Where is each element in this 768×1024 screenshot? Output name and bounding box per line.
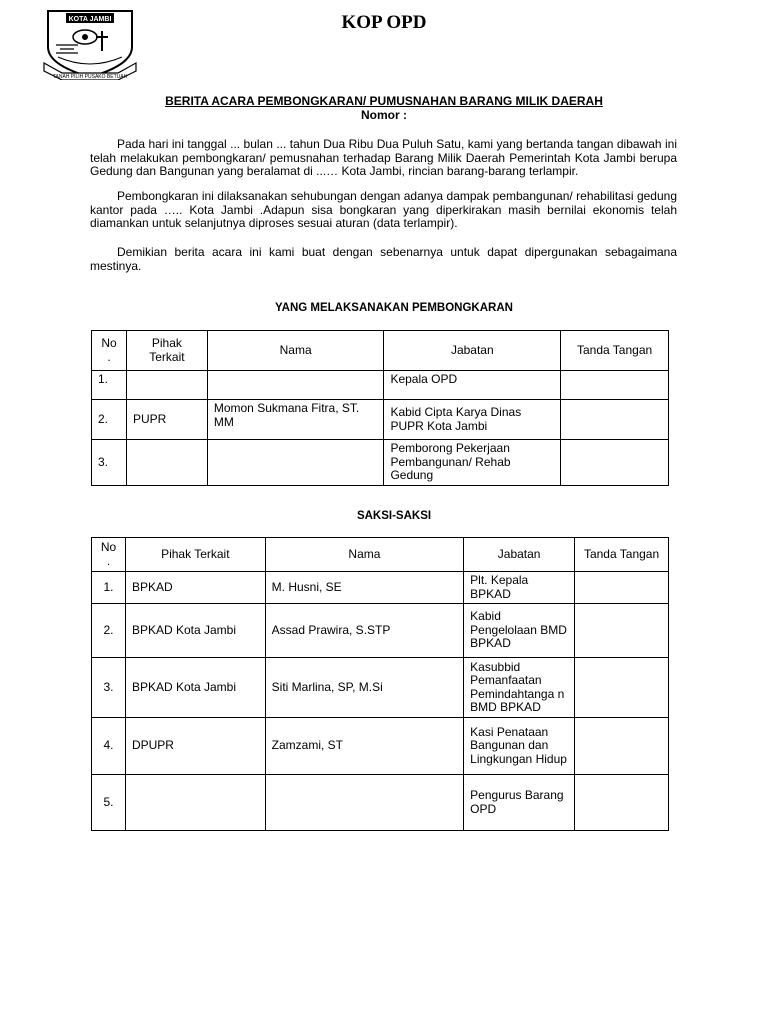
signature-cell xyxy=(575,718,669,775)
cell-no: 3. xyxy=(92,440,127,486)
paragraph-2 xyxy=(90,190,677,231)
header-jabatan: Jabatan xyxy=(384,331,561,371)
table-row xyxy=(92,775,669,831)
table-row xyxy=(92,400,669,440)
document-nomor: Nomor : xyxy=(361,108,407,122)
header-nama: Nama xyxy=(265,538,464,572)
cell-pihak: BPKAD Kota Jambi xyxy=(125,604,265,658)
cell-jabatan: Plt. Kepala BPKAD xyxy=(464,572,575,604)
header-tanda-tangan: Tanda Tangan xyxy=(561,331,669,371)
table-row xyxy=(92,572,669,604)
cell-pihak xyxy=(126,440,207,486)
table-header-row xyxy=(92,331,669,371)
kop-opd-heading: KOP OPD xyxy=(341,12,427,33)
paragraph-3 xyxy=(90,246,677,273)
cell-no: 2. xyxy=(92,604,126,658)
header-no: No . xyxy=(92,331,127,371)
cell-nama: Momon Sukmana Fitra, ST. MM xyxy=(207,400,384,440)
cell-pihak: PUPR xyxy=(126,400,207,440)
pelaksana-table xyxy=(91,330,669,486)
table-row xyxy=(92,371,669,400)
header-tanda-tangan: Tanda Tangan xyxy=(575,538,669,572)
cell-nama: M. Husni, SE xyxy=(265,572,464,604)
cell-jabatan: Pemborong Pekerjaan Pembangunan/ Rehab Gedung xyxy=(384,440,561,486)
cell-no: 4. xyxy=(92,718,126,775)
cell-no: 1. xyxy=(92,572,126,604)
signature-cell xyxy=(561,440,669,486)
signature-cell xyxy=(561,400,669,440)
paragraph-1-text: Pada hari ini tanggal ... bulan ... tahun Dua Ribu Dua Puluh Satu, kami yang bertanda tangan dibawah ini telah melakukan pembongkaran/ pemusnahan terhadap Barang Milik Daerah Pemerintah Kota Jambi berupa Gedung dan Bangunan yang beralamat di ...… Kota Jambi, rincian barang-barang terlampir. xyxy=(90,137,677,179)
saksi-table xyxy=(91,537,669,831)
cell-jabatan: Kepala OPD xyxy=(384,371,561,400)
paragraph-3-text: Demikian berita acara ini kami buat dengan sebenarnya untuk dapat dipergunakan sebagaimana mestinya. xyxy=(90,245,677,273)
signature-cell xyxy=(575,572,669,604)
signature-cell xyxy=(561,371,669,400)
cell-no: 2. xyxy=(92,400,127,440)
cell-pihak: BPKAD Kota Jambi xyxy=(125,658,265,718)
table-row xyxy=(92,718,669,775)
cell-no: 1. xyxy=(92,371,127,400)
logo-motto-text: TANAH PILIH PUSAKO BETUAH xyxy=(52,74,128,80)
signature-cell xyxy=(575,604,669,658)
paragraph-1 xyxy=(90,138,677,179)
document-title: BERITA ACARA PEMBONGKARAN/ PUMUSNAHAN BARANG MILIK DAERAH xyxy=(165,94,603,108)
signature-cell xyxy=(575,658,669,718)
cell-nama: Zamzami, ST xyxy=(265,718,464,775)
table-row xyxy=(92,604,669,658)
section-pelaksana-heading: YANG MELAKSANAKAN PEMBONGKARAN xyxy=(275,302,513,314)
cell-nama xyxy=(265,775,464,831)
cell-jabatan: Kasi Penataan Bangunan dan Lingkungan Hidup xyxy=(464,718,575,775)
table-row xyxy=(92,440,669,486)
cell-pihak: BPKAD xyxy=(125,572,265,604)
cell-pihak xyxy=(126,371,207,400)
cell-no: 3. xyxy=(92,658,126,718)
section-saksi-heading: SAKSI-SAKSI xyxy=(356,510,432,522)
cell-pihak xyxy=(125,775,265,831)
cell-nama xyxy=(207,440,384,486)
header-nama: Nama xyxy=(207,331,384,371)
cell-nama xyxy=(207,371,384,400)
logo-ribbon-text: KOTA JAMBI xyxy=(68,16,112,23)
cell-jabatan: Kabid Cipta Karya Dinas PUPR Kota Jambi xyxy=(384,400,561,440)
cell-no: 5. xyxy=(92,775,126,831)
cell-jabatan: Kasubbid Pemanfaatan Pemindahtanga n BMD BPKAD xyxy=(464,658,575,718)
header-pihak-terkait: Pihak Terkait xyxy=(125,538,265,572)
table-header-row xyxy=(92,538,669,572)
header-pihak-terkait: Pihak Terkait xyxy=(126,331,207,371)
paragraph-2-text: Pembongkaran ini dilaksanakan sehubungan dengan adanya dampak pembangunan/ rehabilitasi gedung kantor pada ….. Kota Jambi .Adapun sisa bongkaran yang diperkirakan masih bernilai ekonomis telah diamankan untuk selanjutnya diproses sesuai aturan (data terlampir). xyxy=(90,189,677,231)
table-row xyxy=(92,658,669,718)
cell-pihak: DPUPR xyxy=(125,718,265,775)
header-no: No . xyxy=(92,538,126,572)
cell-nama: Siti Marlina, SP, M.Si xyxy=(265,658,464,718)
cell-jabatan: Pengurus Barang OPD xyxy=(464,775,575,831)
signature-cell xyxy=(575,775,669,831)
header-jabatan: Jabatan xyxy=(464,538,575,572)
cell-jabatan: Kabid Pengelolaan BMD BPKAD xyxy=(464,604,575,658)
cell-nama: Assad Prawira, S.STP xyxy=(265,604,464,658)
